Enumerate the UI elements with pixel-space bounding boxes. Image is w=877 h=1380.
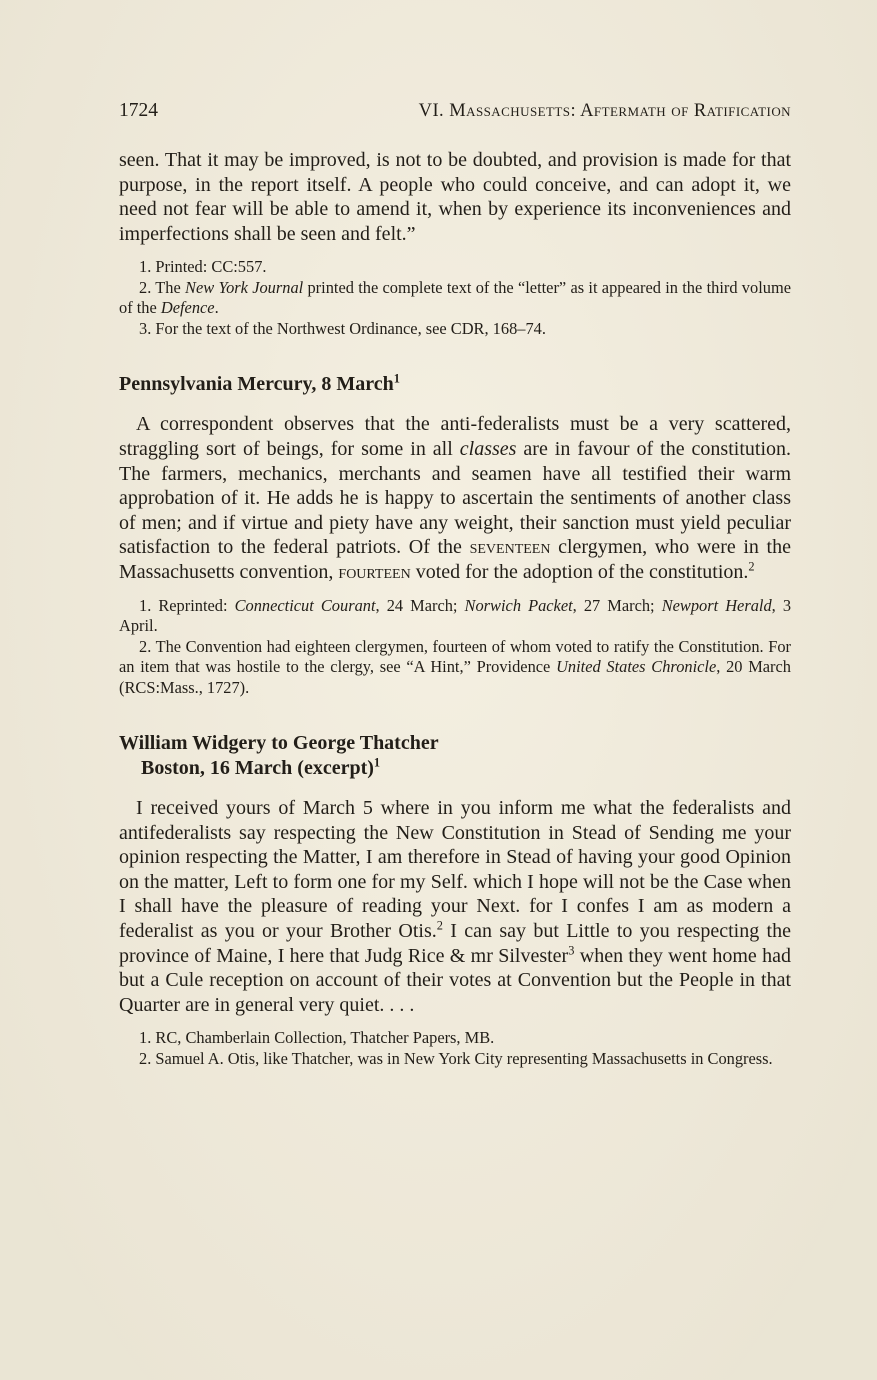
footnote-list (119, 596, 791, 699)
footnote: 1. Printed: CC:557. (139, 257, 267, 277)
running-head: VI. Massachusetts: Aftermath of Ratification (418, 101, 791, 121)
document-pennsylvania-mercury (119, 372, 791, 698)
heading-line-2: Boston, 16 March (excerpt)$^1$ (141, 755, 381, 780)
footnote-list (119, 257, 791, 339)
footnote: 1. RC, Chamberlain Collection, Thatcher Papers, MB. (139, 1028, 495, 1048)
page-number: 1724 (119, 100, 158, 121)
footnote: 2. The New York Journal printed the complete text of the “letter” as it appeared in the third volume of the Defence. (119, 277, 791, 318)
paragraph: I received yours of March 5 where in you inform me what the federalists and antifederalists say respecting the New Constitution in Stead of Sending me your opinion respecting the Matter, I am therefore in Stead of having your good Opinion on the matter, Left to form one for my Self. which I hope will not be the Case when I shall have the pleasure of reading your Next. for I confes I am as modern a federalist as you or your Brother Otis.$^2$ I can say but Little to you respecting the province of Maine, I here that Judg Rice & mr Silvester$^3$ when they went home had but a Cule reception on account of their votes at Convention but the People in that Quarter are in general very quiet. . . . (119, 797, 791, 1016)
document-widgery-letter (119, 731, 791, 1069)
page-header (119, 100, 791, 122)
document-heading (119, 731, 791, 781)
paragraph: A correspondent observes that the anti-federalists must be a very scattered, straggling sort of beings, for some in all classes are in favour of the constitution. The farmers, mechanics, merchants and seamen have all testified their warm approbation of it. He adds he is happy to ascertain the sentiments of another class of men; and if virtue and piety have any weight, their sanction must yield peculiar satisfaction to the federal patriots. Of the seventeen clergymen, who were in the Massachusetts convention, fourteen voted for the adoption of the constitution.$^2$ (119, 413, 791, 583)
heading-line-1: William Widgery to George Thatcher (119, 732, 439, 755)
page-content (119, 100, 791, 1102)
footnote: 1. Reprinted: Connecticut Courant, 24 March; Norwich Packet, 27 March; Newport Herald, 3 April. (119, 595, 792, 636)
footnote: 2. The Convention had eighteen clergymen, fourteen of whom voted to ratify the Constitution. For an item that was hostile to the clergy, see “A Hint,” Providence United States Chronicle, 20 March (RCS:Mass., 1727). (119, 636, 791, 697)
footnote: 2. Samuel A. Otis, like Thatcher, was in New York City representing Massachusetts in Congress. (139, 1048, 773, 1068)
paragraph: seen. That it may be improved, is not to be doubted, and provision is made for that purpose, in the report itself. A people who could conceive, and can adopt it, we need not fear will be able to amend it, when by experience its inconveniences and imperfections shall be seen and felt.” (119, 149, 791, 245)
document-continuation (119, 148, 791, 339)
footnote-list (119, 1028, 791, 1069)
footnote: 3. For the text of the Northwest Ordinance, see CDR, 168–74. (139, 318, 546, 338)
document-heading: Pennsylvania Mercury, 8 March$^1$ (119, 371, 400, 396)
